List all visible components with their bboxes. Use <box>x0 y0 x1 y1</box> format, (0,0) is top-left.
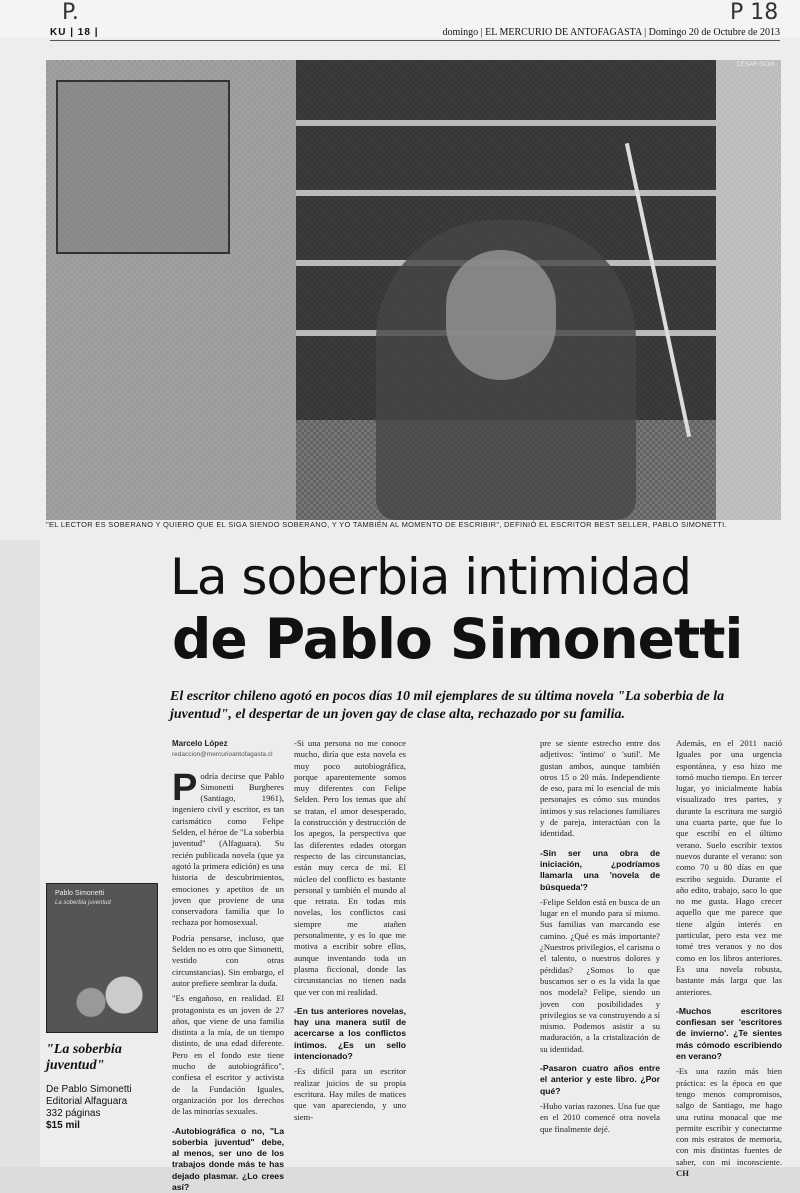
page-header <box>50 24 780 41</box>
paragraph: pre se siente estrecho entre dos adjetivos: 'íntimo' o 'sutil'. Me gustan ambos, aunque también otros 15 o 20 más. Independiente de eso, para mí lo esencial de mis personajes es cómo sus mundos íntimos y sus relaciones familiares y de pareja, interactúan con la identidad. <box>540 738 660 840</box>
book-publisher: Editorial Alfaguara <box>46 1096 166 1108</box>
paragraph: Además, en el 2011 nació Iguales por una urgencia espontánea, y eso hizo me tomó mucho tiempo. En tercer lugar, yo inicialmente había visualizado tres partes, y durante la escritura me surgió una cuarta parte, que fue lo que escribí en el último verano. Suelo escribir textos nuevos durante el verano: son como 70 u 80 días en que escribo seguido. Durante el año edito, trabajo, saco lo que no me gusta. Hago crecer aquello que me parece que tiene algún interés en particular, pero esta vez me tomé tres veranos y no dos como en los libros anteriores. Es una novela robusta, bastante más larga que las anteriores. <box>676 738 782 998</box>
paragraph: "Es engañoso, en realidad. El protagonista es un joven de 27 años, que viene de una familia distinta a la mía, de un tiempo distinto, de una edad diferente. Pero en el fondo este tiene mucho de autobiográfico", confiesa el escritor y activista de la Fundación Iguales, organización por los derechos de las minorías sexuales. <box>172 993 284 1117</box>
photo-right-edge <box>716 60 781 520</box>
left-margin-strip <box>0 540 40 1167</box>
photo-caption: "EL LECTOR ES SOBERANO Y QUIERO QUE EL SIGA SIENDO SOBERANO, Y YO TAMBIÉN AL MOMENTO DE ESCRIBIR", DEFINIÓ EL ESCRITOR BEST SELLER, PABLO SIMONETTI. <box>46 520 781 529</box>
photo-credit: CÉSAR SILVA <box>737 62 775 68</box>
article-subtitle: El escritor chileno agotó en pocos días 10 mil ejemplares de su última novela "La soberbia de la juventud", el despertar de un joven gay de clase alta, rechazado por su familia. <box>170 688 750 724</box>
article-column-1 <box>172 738 284 1193</box>
headline-line-2: de Pablo Simonetti <box>172 607 742 671</box>
question-text: -Pasaron cuatro años entre el anterior y este libro. ¿Por qué? <box>540 1063 660 1096</box>
byline-email: redaccion@mercurioantofagasta.cl <box>172 749 284 760</box>
article-column-4 <box>676 738 782 1179</box>
photo-person-head <box>446 250 556 380</box>
question-text: -Muchos escritores confiesan ser 'escritores de invierno'. ¿Te sientes más cómodo escribiendo en verano? <box>676 1006 782 1061</box>
book-cover-image <box>46 883 158 1033</box>
portrait-photo <box>46 60 781 520</box>
paragraph-text: -Es una razón más bien práctica: es la época en que tengo menos compromisos, salgo de Santiago, me hago una rutina monacal que me permite escribir y conectarme con mis estratos de memoria, con mis distintas fuentes de saber, con mi inconsciente. <box>676 1066 782 1166</box>
article-column-3 <box>540 738 660 1135</box>
paragraph: -Es difícil para un escritor realizar juicios de su propia escritura. Hay miles de matices que van apareciendo, y uno siem- <box>294 1066 406 1122</box>
headline-line-1: La soberbia intimidad <box>170 548 691 606</box>
book-cover-title: La soberbia juventud <box>55 900 111 906</box>
end-mark: CH <box>676 1168 689 1178</box>
paragraph: -Si una persona no me conoce mucho, diría que esta novela es muy poco autobiográfica, porque aparentemente somos muy diferentes con Felipe Selden. Pero los temas que ahí se tratan, el amor desesperado, la construcción y destrucción de los apegos, la perspectiva que las diferentes edades otorgan respecto de las circunstancias, están muy cerca de mí. El núcleo del conflicto es bastante personal y también el mundo al que retrata. En todas mis novelas, los conflictos casi siempre me atañen personalmente, y es lo que me motiva a escribir sobre ellos, aunque inventando toda un plasma ficcional, donde las circunstancias no tienen nada que ver con mi realidad. <box>294 738 406 998</box>
paragraph: -Felipe Seldon está en busca de un lugar en el mundo para sí mismo. Sus familias van marcando ese camino. ¿Qué es más importante? ¿Nuestros privilegios, el carisma o el talento, o nuestros dolores y pérdidas? ¿Somos lo que buscamos ser o es la vida la que nos modela? Felipe, siendo un joven con posibilidades y privilegios se va construyendo a sí mismo. Podemos asistir a su maduración, a la cristalización de su identidad. <box>540 897 660 1055</box>
book-author: De Pablo Simonetti <box>46 1084 166 1096</box>
shelf-row <box>296 190 716 196</box>
shelf-row <box>296 120 716 126</box>
masthead-date: domingo | EL MERCURIO DE ANTOFAGASTA | Domingo 20 de Octubre de 2013 <box>443 27 780 38</box>
interview-question <box>540 1063 660 1097</box>
interview-question <box>540 848 660 893</box>
paragraph: Podría pensarse, incluso, que Selden no es otro que Simonetti, vestido con otras circunstancias). Sin embargo, el autor prefiere sembrar la duda. <box>172 933 284 989</box>
byline-author: Marcelo López <box>172 738 284 749</box>
question-text: -Sin ser una obra de iniciación, ¿podríamos llamarla una 'novela de búsqueda'? <box>540 848 660 892</box>
book-title: "La soberbia juventud" <box>46 1042 156 1074</box>
paragraph: odría decirse que Pablo Simonetti Burgheres (Santiago, 1961), ingeniero civil y escritor, es tan carismático como Felipe Selden, el héroe de "La soberbia juventud" (Alfaguara). Su recién publicada novela (que ya agotó la primera edición) es una historia de descubrimientos, emociones y apetitos de un joven que proviene de una conservadora familia que lo rechaza por homosexual. <box>172 771 284 928</box>
interview-question <box>294 1006 406 1062</box>
interview-question <box>676 1006 782 1062</box>
article-column-2 <box>294 738 406 1123</box>
handwritten-mark-right: P 18 <box>730 0 778 25</box>
book-info <box>46 1084 166 1132</box>
interview-question <box>172 1126 284 1193</box>
section-number: KU | 18 | <box>50 27 99 38</box>
paragraph <box>676 1066 782 1179</box>
drop-cap: P <box>172 773 197 803</box>
book-price: $15 mil <box>46 1120 166 1132</box>
book-cover-author: Pablo Simonetti <box>55 890 104 897</box>
book-pages: 332 páginas <box>46 1108 166 1120</box>
photo-picture-frame <box>56 80 230 254</box>
question-text: -Autobiográfica o no, "La soberbia juventud" debe, al menos, ser uno de los trabajos donde más te has dejado plasmar. ¿Lo crees así? <box>172 1126 284 1192</box>
question-text: -En tus anteriores novelas, hay una manera sutil de acercarse a los conflictos íntimos. ¿Es un sello intencionado? <box>294 1006 406 1061</box>
paragraph: -Hubo varias razones. Una fue que en el 2010 comencé otra novela que finalmente dejé. <box>540 1101 660 1135</box>
handwritten-mark-left: P. <box>62 0 79 25</box>
